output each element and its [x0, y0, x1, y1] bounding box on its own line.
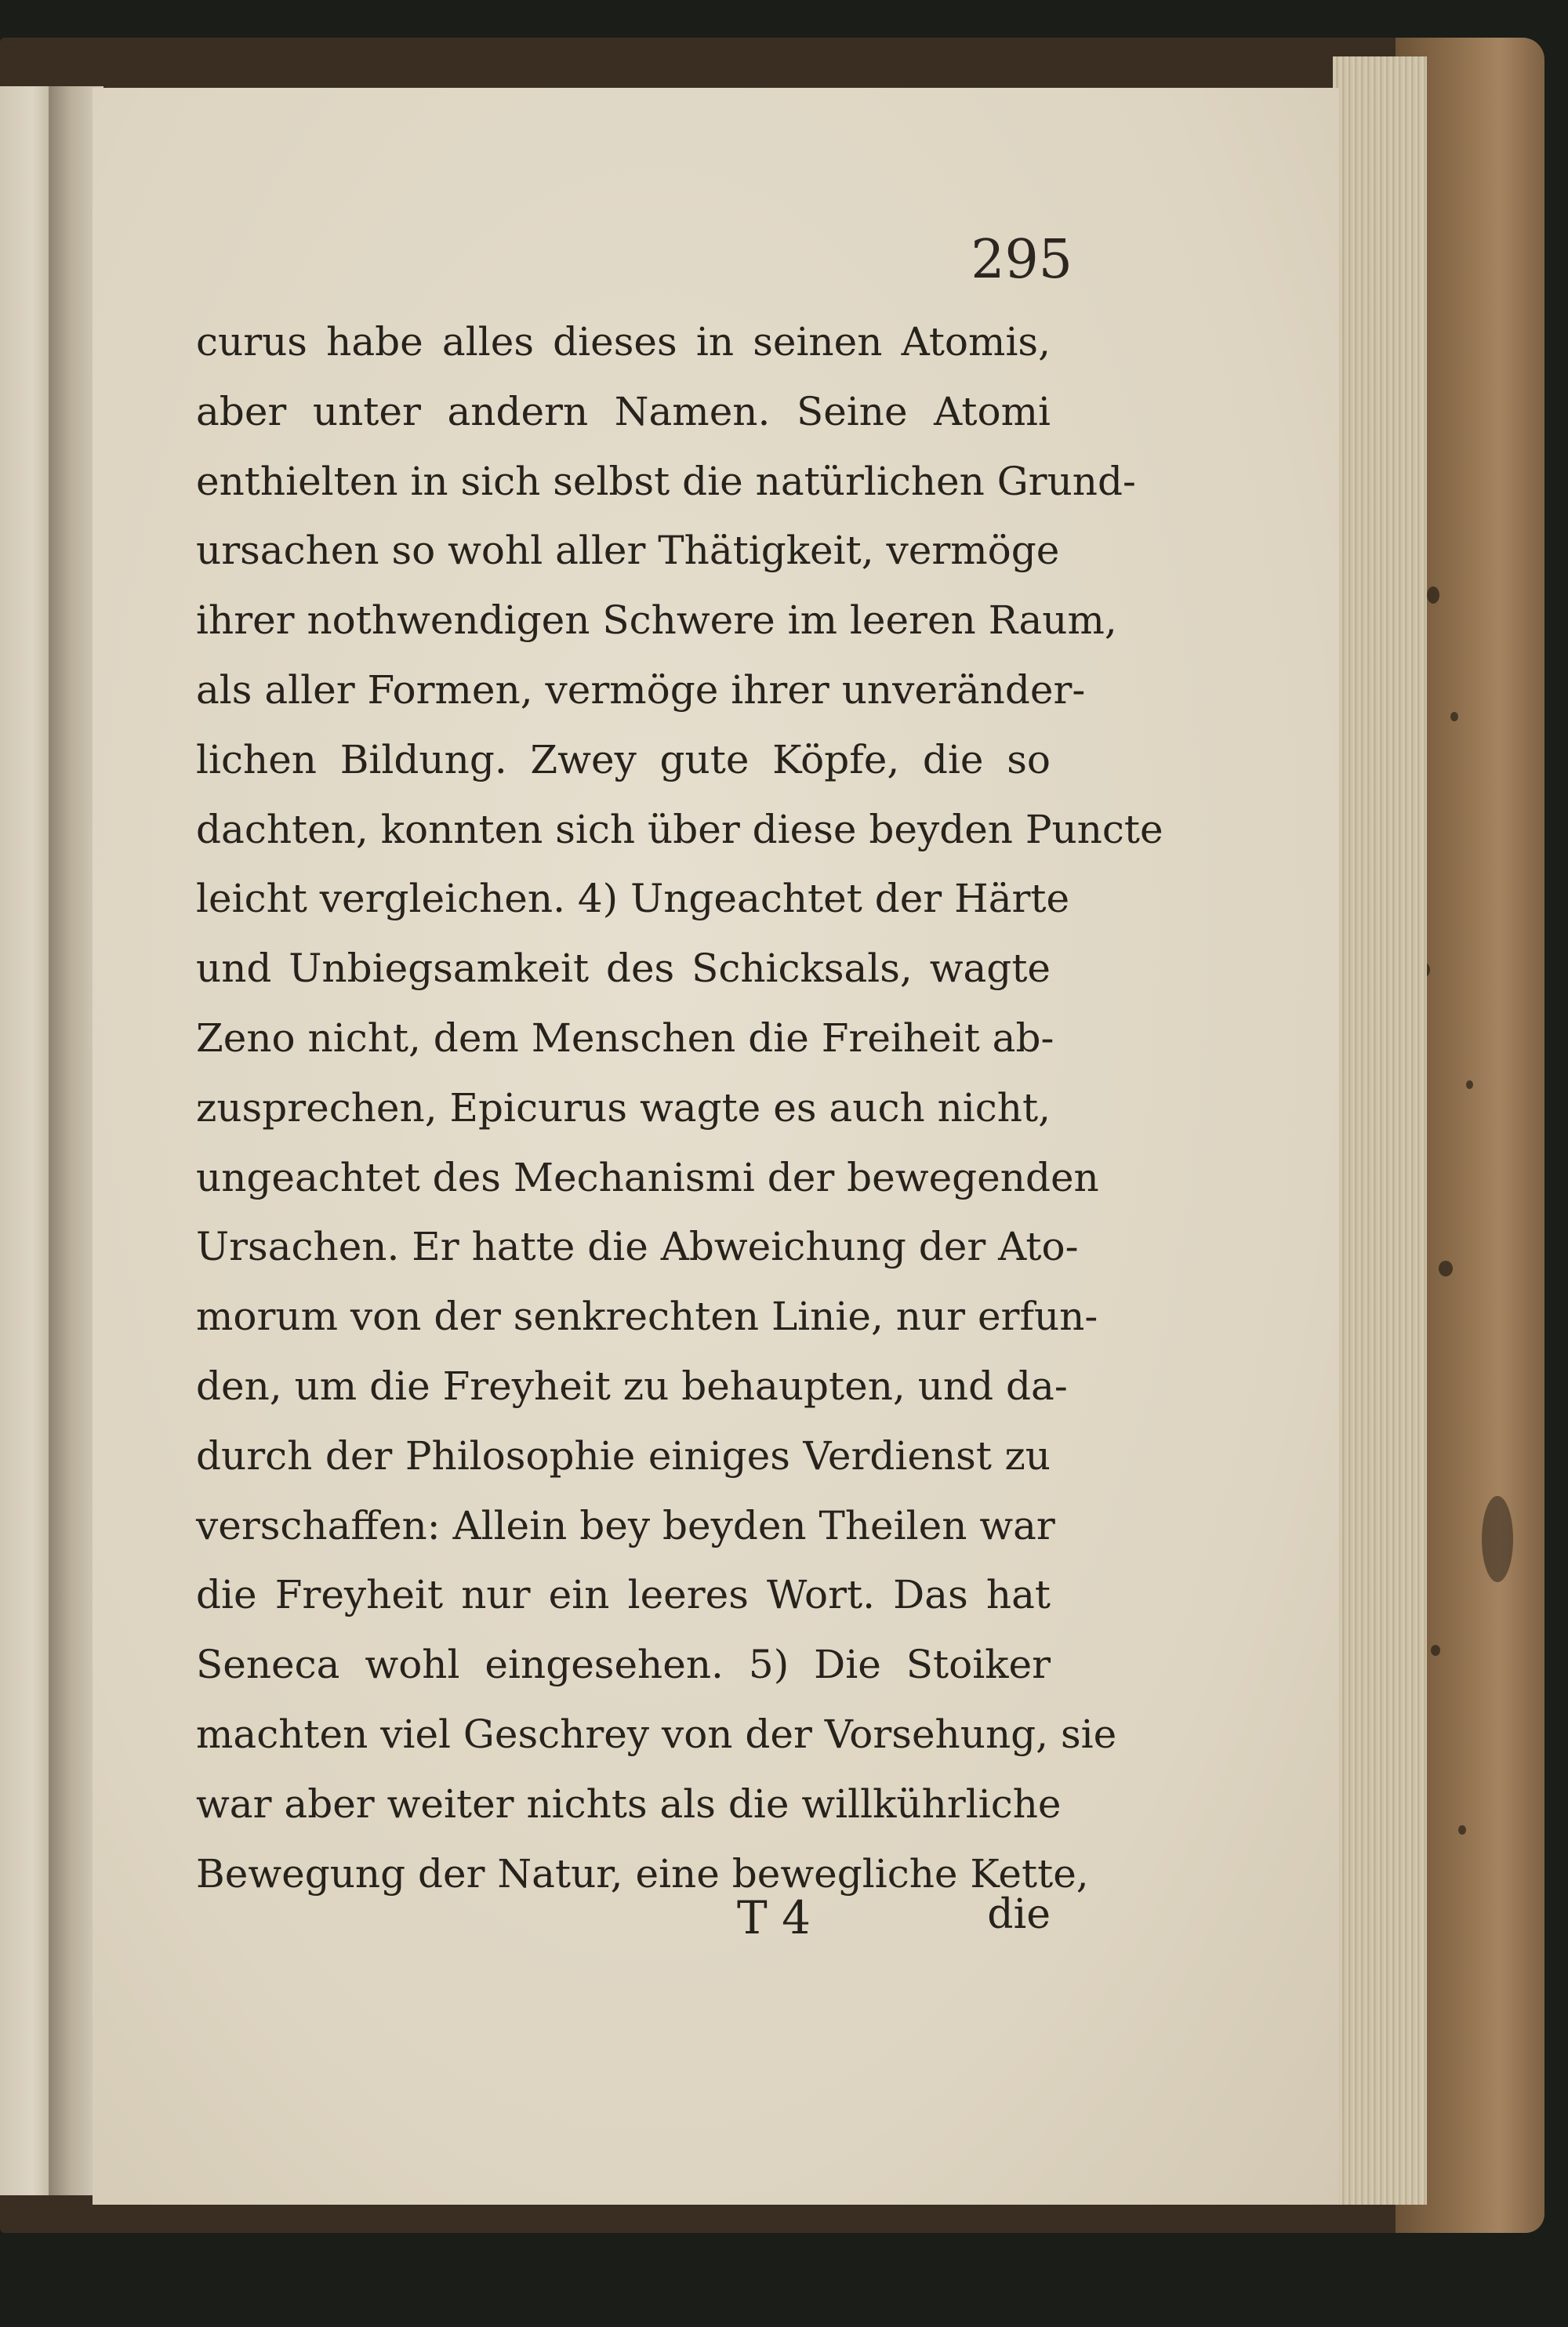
text-line: dachten, konnten sich über diese beyden Puncte [196, 806, 1163, 852]
text-line: Seneca wohl eingesehen. 5) Die Stoiker [196, 1642, 1051, 1688]
text-line: als aller Formen, vermöge ihrer unveränder- [196, 666, 1086, 713]
text-line: machten viel Geschrey von der Vorsehung, sie [196, 1711, 1117, 1757]
page-number: 295 [971, 229, 1073, 291]
text-line: ursachen so wohl aller Thätigkeit, vermöge [196, 528, 1060, 574]
recto-page [93, 88, 1339, 2205]
page-footer [196, 1891, 1051, 1962]
text-line: zusprechen, Epicurus wagte es auch nicht, [196, 1084, 1051, 1131]
text-line: lichen Bildung. Zwey gute Köpfe, die so [196, 736, 1051, 782]
text-line: enthielten in sich selbst die natürlichen Grund- [196, 458, 1136, 504]
text-line: ungeachtet des Mechanismi der bewegenden [196, 1154, 1099, 1200]
text-line: die Freyheit nur ein leeres Wort. Das hat [196, 1572, 1051, 1618]
page-edges [1333, 56, 1427, 2205]
text-line: morum von der senkrechten Linie, nur erfun- [196, 1294, 1098, 1340]
text-line: verschaffen: Allein bey beyden Theilen war [196, 1502, 1055, 1548]
signature-mark: T 4 [737, 1891, 811, 1944]
text-line: curus habe alles dieses in seinen Atomis, [196, 319, 1051, 365]
text-line: durch der Philosophie einiges Verdienst zu [196, 1432, 1051, 1479]
text-line: war aber weiter nichts als die willkührliche [196, 1781, 1062, 1827]
verso-page-edge [0, 86, 55, 2195]
text-line: den, um die Freyheit zu behaupten, und da- [196, 1363, 1068, 1409]
text-line: und Unbiegsamkeit des Schicksals, wagte [196, 946, 1051, 992]
text-line: leicht vergleichen. 4) Ungeachtet der Härte [196, 876, 1070, 922]
text-line: Zeno nicht, dem Menschen die Freiheit ab- [196, 1015, 1054, 1061]
text-line: Bewegung der Natur, eine bewegliche Kette, [196, 1850, 1089, 1897]
text-line: aber unter andern Namen. Seine Atomi [196, 388, 1051, 434]
catchword: die [987, 1891, 1051, 1938]
body-text [196, 307, 1163, 1908]
text-line: ihrer nothwendigen Schwere im leeren Raum, [196, 597, 1117, 644]
text-line: Ursachen. Er hatte die Abweichung der Ato- [196, 1224, 1079, 1270]
